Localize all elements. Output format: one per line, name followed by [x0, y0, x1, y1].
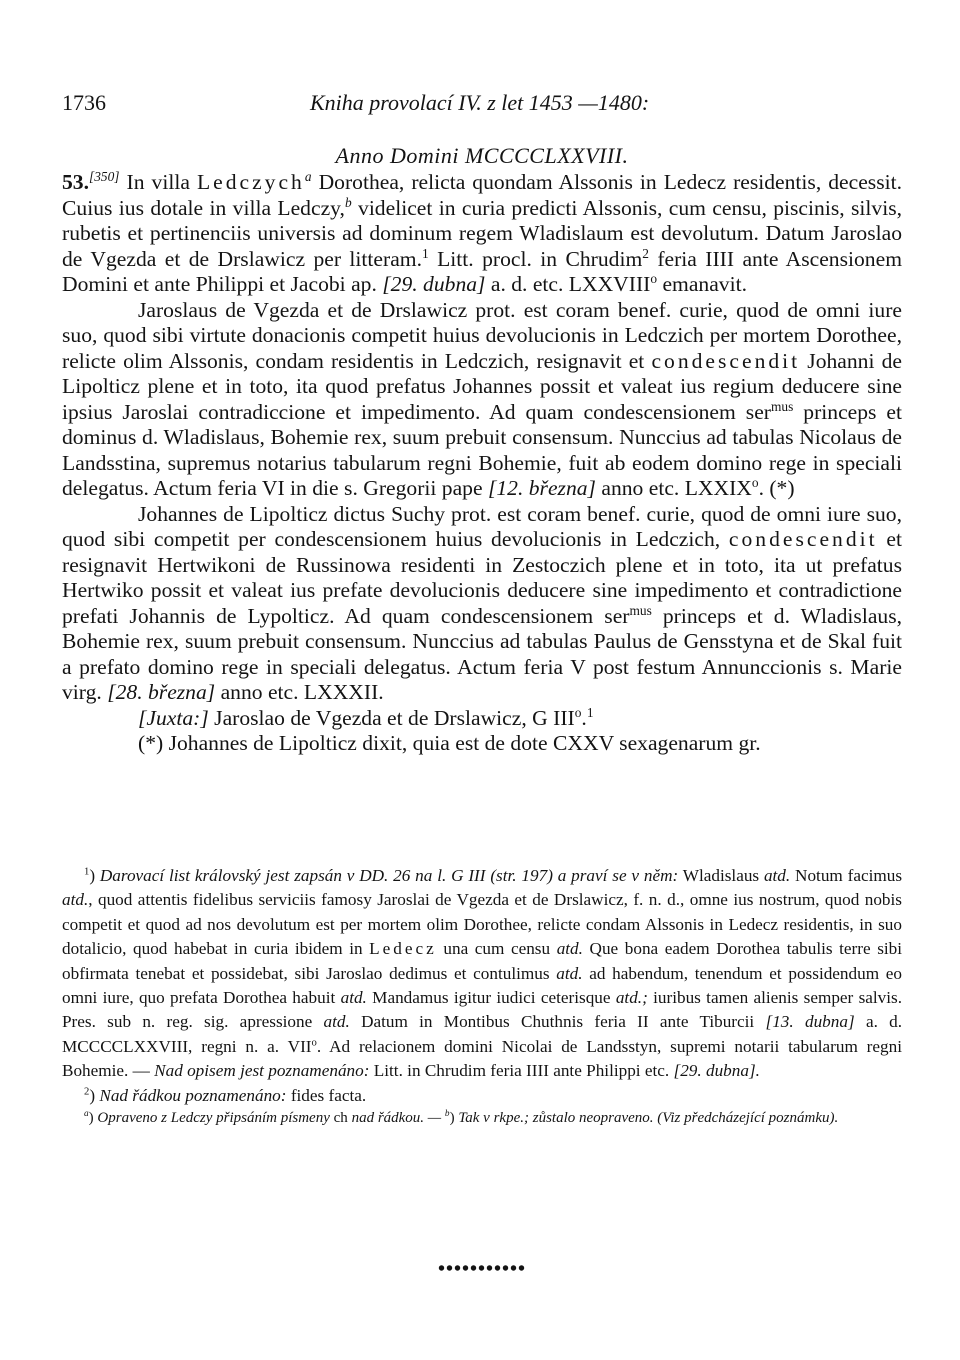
running-head — [62, 90, 902, 120]
place-name: Ledczych — [196, 170, 305, 194]
text-run: atd. — [62, 890, 89, 910]
text-run: a. d. etc. LXXVIII — [490, 272, 651, 296]
entry-number: 53. — [62, 170, 89, 194]
footnote-marker: b — [444, 1109, 450, 1120]
footnotes — [62, 864, 902, 1129]
entry-paragraph-1 — [62, 170, 902, 298]
text-run: et resignavit Hertwikoni de Russinowa residenti in Zestoczich plene et in toto, ita ut prefatus Hertwiko possit et valeat ius prefate devolucionis deducere sine impedimento et contradictione prefati Johannis de Lypolticz. Ad quam condescensionem ser — [62, 527, 902, 628]
text-run: nad řádkou. — — [351, 1110, 442, 1127]
footnote-ref-2: 2 — [642, 245, 649, 261]
superscript: o — [650, 270, 658, 286]
text-run: Mandamus igitur iudici ceterisque — [372, 988, 611, 1008]
original-number: [350] — [89, 168, 120, 184]
text-run: . Ad relacionem domini Nicolai de Landsstyn, supremi notarii tabularum regni Bohemie. — — [62, 1036, 902, 1081]
text-run: In villa — [126, 170, 190, 194]
text-run: ad habendum, tenendum et possidendum eo omni iure, quo prefata Dorothea habuit — [62, 963, 903, 1008]
text-run: Que bona eadem Dorothea tabulis terre sibi obfirmata tenebat et possidebat, sibi Jaroslao dedimus et contulimus — [62, 939, 903, 983]
text-run: fides facta. — [290, 1085, 367, 1105]
date-gloss: [29. dubna]. — [673, 1061, 760, 1081]
spaced-word: Ledecz — [369, 939, 437, 959]
date-gloss: [29. dubna] — [382, 272, 486, 296]
text-run: Litt. procl. in Chrudim — [437, 246, 643, 271]
year-heading: Anno Domini MCCCCLXXVIII. — [335, 143, 629, 168]
text-run: Darovací list královský jest zapsán v DD. 26 na l. G III (str. 197) a praví se v něm: — [99, 866, 679, 885]
text-run: Jaroslao de Vgezda et de Drslawicz, G III — [214, 705, 575, 730]
note-ref-b: b — [344, 194, 352, 210]
spaced-word: condescendit — [728, 527, 878, 551]
date-gloss: [28. března] — [107, 680, 216, 704]
entry-paragraph-3 — [62, 502, 902, 706]
entry-body — [62, 170, 902, 757]
book-title: Kniha provolací IV. z let 1453 —1480: — [310, 90, 650, 115]
text-run: a. d. MCCCCLXXVIII, regni n. a. VII — [62, 1012, 903, 1056]
end-ornament: ••••••••••• — [437, 1258, 527, 1280]
text-run: atd. — [556, 963, 583, 983]
text-run: videlicet in curia predicti Alssonis, cum censu, piscinis, silvis, rubetis et pertinenciis universis ad dominum regem Wladislaum est devolutum. Datum Jaroslao de Vgezda et de Drslawicz per litteram. — [62, 195, 902, 271]
text-run: princeps et dominus d. Wladislaus, Bohemie rex, suum prebuit consensum. Nunccius ad tabulas Nicolaus de Landsstina, supremus notarius tabularum regni Bohemie, fuit ab eodem domino rege in speciali delegatus. Actum feria VI in die s. Gregorii pape — [62, 399, 903, 500]
superscript: mus — [770, 398, 794, 414]
footnote-marker: a — [84, 1109, 89, 1120]
footnote-ref-1: 1 — [586, 704, 594, 720]
text-run: ch — [333, 1110, 348, 1127]
text-run: anno etc. LXXIX — [601, 476, 752, 500]
text-run: atd. — [323, 1012, 350, 1032]
text-run: feria IIII ante Ascensionem Domini et ante Philippi et Jacobi ap. — [62, 246, 902, 296]
entry-paragraph-2 — [62, 298, 902, 502]
text-run: una cum censu — [443, 939, 551, 959]
text-run: Datum in Montibus Chuthnis feria II ante Tiburcii — [361, 1012, 755, 1032]
footnote-1: $^1$) Darovací list královský jest zapsán v DD. 26 na l. G III (str. 197) a praví se v něm: Wladislaus atd. Notum facimus atd., quod attentis fidelibus serviciis famosy Jaroslai de Vgezda et de Drslawicz, f. n. d., omne ius nostrum, quod nobis competit et quod ad nos devolutum est per mortem olim Dorothee, relicte condam Alssonis in Ledecz residentis, in suo dotalicio, quod habebat in curia ibidem in Ledecz una cum censu atd. Que bona eadem Dorothea tabulis terre sibi obfirmata tenebat et possidebat, sibi Jaroslao dedimus et contulimus atd. ad habendum, tenendum et possidendum eo omni iure, quo prefata Dorothea habuit atd. Mandamus igitur iudici ceterisque atd.; iuribus tamen alienis semper salvis. Pres. sub n. reg. sig. apressione atd. Datum in Montibus Chuthnis feria II ante Tiburcii [13. dubna] a. d. MCCCCLXXVIII, regni n. a. VII$^o$. Ad relacionem domini Nicolai de Landsstyn, supremi notarii tabularum regni Bohemie. — Nad opisem jest poznamenáno: Litt. in Chrudim feria IIII ante Philippi etc. [29. dubna]. — [62, 866, 903, 1081]
text-run: Jaroslaus de Vgezda et de Drslawicz prot. est coram benef. curie, quod de omni iure suo, quod sibi virtute donacionis competit huius devolucionis in Ledczich per mortem Dorothee, relicte olim Alssonis, condam residentis in Ledczich, resignavit et — [62, 297, 902, 373]
footnote-2: $^2$) Nad řádkou poznamenáno: fides facta. — [84, 1085, 367, 1105]
text-run: Johanni de Lipolticz plene et in toto, ita quod prefatus Johannes possit et valeat ius regium deducere sine ipsius Jaroslai contradiccione et impedimento. Ad quam condescensionem ser — [62, 348, 902, 424]
text-run: princeps et d. Wladislaus, Bohemie rex, suum prebuit consensum. Nunccius ad tabulas Paulus de Gensstyna et de Skal fuit a prefato domino rege in speciali delegatus. Actum feria V post festum Annunccionis s. Marie virg. — [62, 603, 903, 704]
text-run: . — [581, 705, 587, 730]
text-run: anno etc. LXXXII. — [220, 680, 384, 704]
text-run: emanavit. — [662, 272, 747, 296]
text-run: Johannes de Lipolticz dictus Suchy prot. est coram benef. curie, quod de omni iure suo, quod sibi competit per condescensionem huius devolucionis in Ledczich, — [62, 501, 902, 551]
text-run: Tak v rkpe.; zůstalo neopraveno. (Viz předcházející poznámku). — [458, 1110, 839, 1127]
text-run: atd. — [340, 988, 367, 1008]
entry-paragraph-5: (*) Johannes de Lipolticz dixit, quia est de dote CXXV sexagenarum gr. — [138, 731, 761, 755]
text-run: Litt. in Chrudim feria IIII ante Philippi etc. — [373, 1061, 670, 1081]
footnote-marker: 1 — [84, 866, 90, 878]
footnote-letters: $^a$) Opraveno z Ledczy připsáním písmeny ch nad řádkou. — $^b$) Tak v rkpe.; zůstalo neopraveno. (Viz předcházející poznámku). — [84, 1109, 839, 1127]
text-run: Wladislaus — [682, 866, 760, 885]
note-ref-a: a — [304, 168, 312, 184]
entry-paragraph-4 — [62, 706, 902, 732]
text-run: atd.; — [615, 988, 648, 1008]
date-gloss: [12. března] — [487, 476, 596, 500]
text-run: Nad řádkou poznamenáno: — [99, 1085, 287, 1105]
text-run: Dorothea, relicta quondam Alssonis in Ledecz residentis, decessit. Cuius ius dotale in villa Ledczy, — [62, 170, 902, 220]
text-run: , quod attentis fidelibus serviciis famosy Jaroslai de Vgezda et de Drslawicz, f. n. d., omne ius nostrum, quod nobis competit et quod ad nos devolutum est per mortem olim Dorothee, relicte condam Alssonis in Ledecz residentis, in suo dotalicio, quod habebat in curia ibidem in — [62, 890, 902, 959]
footnote-ref-1: 1 — [422, 245, 429, 261]
page-number: 1736 — [62, 90, 106, 115]
text-run: atd. — [763, 866, 791, 885]
superscript: o — [751, 474, 759, 490]
text-run: Nad opisem jest poznamenáno: — [154, 1061, 370, 1081]
text-run: iuribus tamen alienis semper salvis. Pres. sub n. reg. sig. apressione — [62, 988, 903, 1032]
text-run: Notum facimus — [795, 866, 903, 885]
footnote-marker: 2 — [84, 1085, 90, 1097]
superscript: mus — [629, 602, 652, 618]
editorial-gloss: [Juxta:] — [138, 705, 209, 730]
superscript: o — [574, 704, 582, 720]
text-run: . (*) — [758, 476, 795, 500]
superscript: o — [311, 1037, 317, 1049]
date-gloss: [13. dubna] — [765, 1012, 855, 1032]
text-run: Opraveno z Ledczy připsáním písmeny — [97, 1110, 330, 1127]
text-run: atd. — [556, 939, 583, 959]
spaced-word: condescendit — [651, 348, 801, 373]
